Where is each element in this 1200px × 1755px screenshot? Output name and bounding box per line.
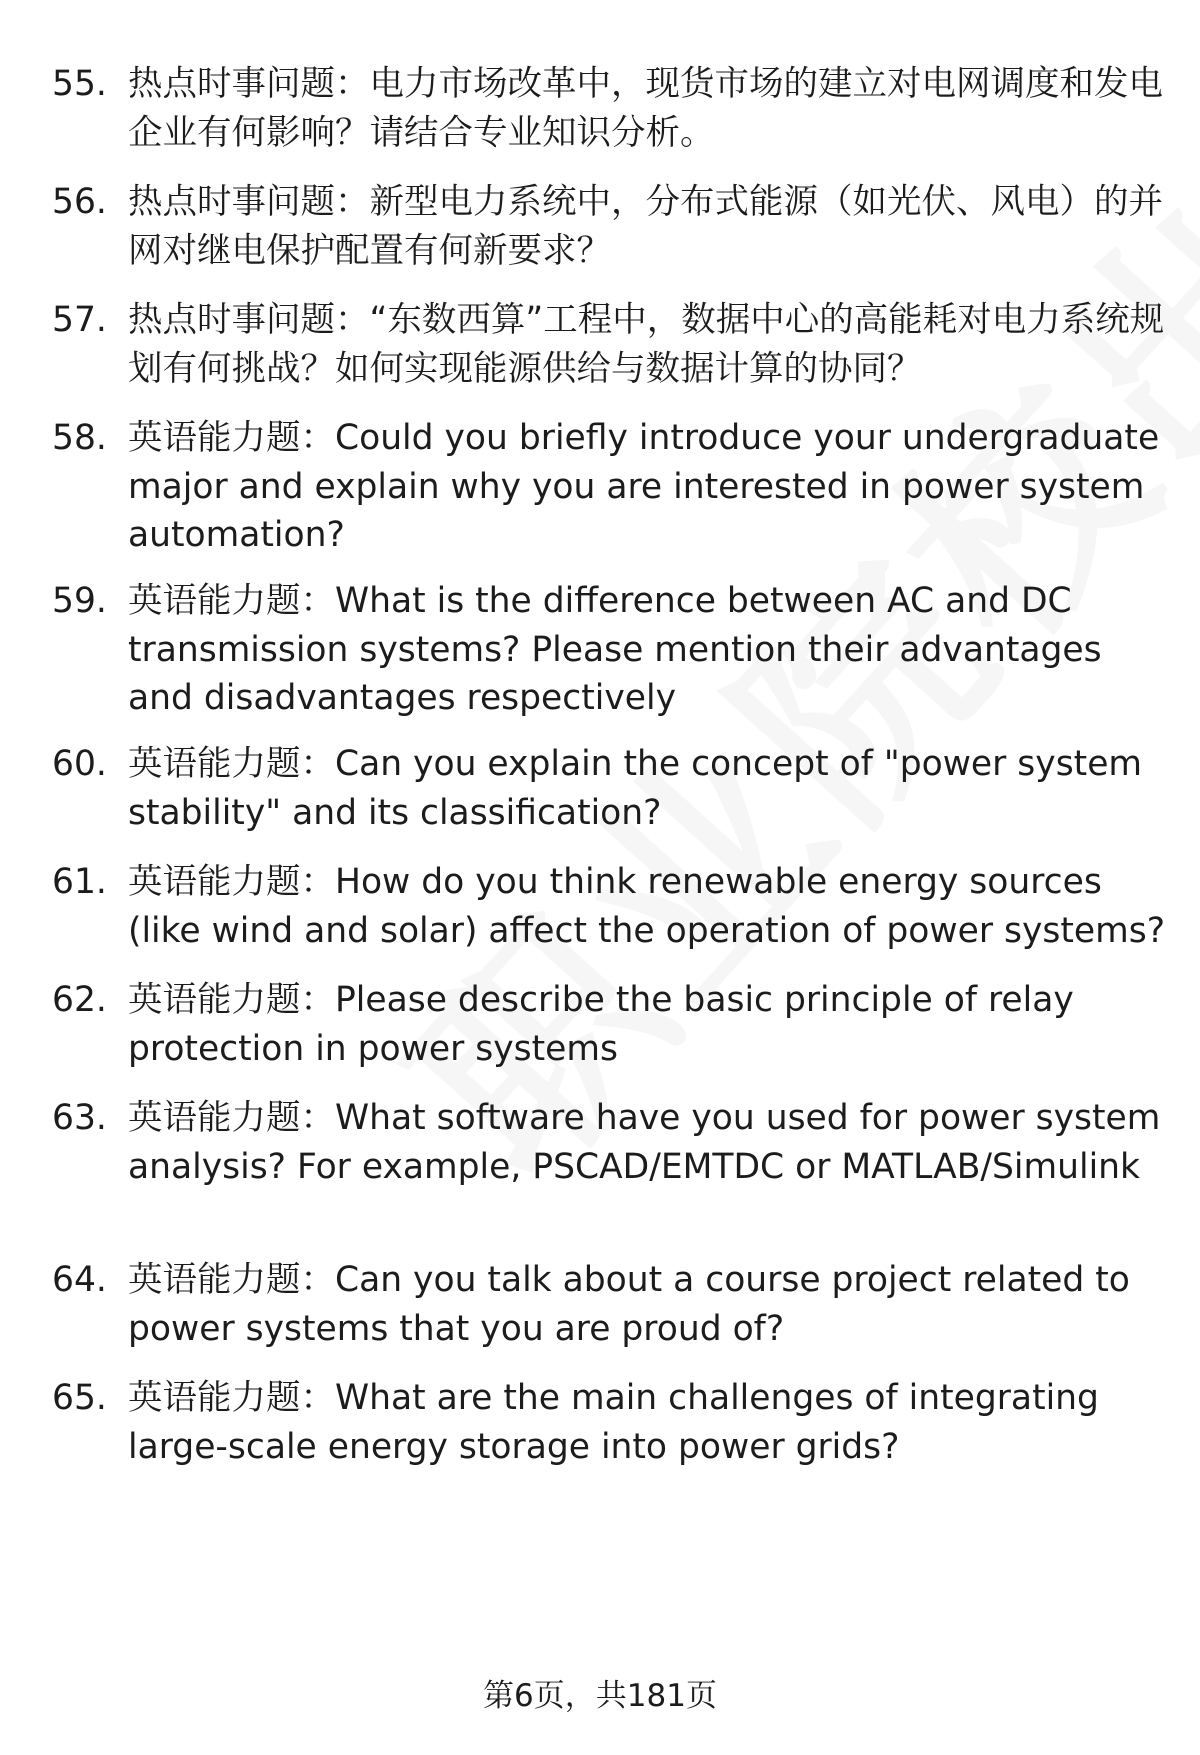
question-number: 63.: [52, 1098, 107, 1138]
question-number: 64.: [52, 1260, 107, 1300]
question-number: 55.: [52, 64, 107, 104]
question-text: 英语能力题：How do you think renewable energy sources (like wind and solar) affect the operation of power systems?: [128, 862, 1166, 951]
question-number: 56.: [52, 182, 107, 222]
question-number: 59.: [52, 581, 107, 621]
question-number: 61.: [52, 862, 107, 902]
question-text: 英语能力题：Please describe the basic principle of relay protection in power systems: [128, 980, 1074, 1069]
page-footer: 第6页，共181页: [483, 1678, 717, 1714]
question-text: 热点时事问题：“东数西算”工程中，数据中心的高能耗对电力系统规划有何挑战？如何实现能源供给与数据计算的协同？: [128, 300, 1165, 389]
question-number: 62.: [52, 980, 107, 1020]
question-text: 英语能力题：What is the difference between AC and DC transmission systems? Please mention their advantages and disadvantages respectively: [128, 581, 1102, 718]
question-text: 英语能力题：What are the main challenges of integrating large-scale energy storage into power grids?: [128, 1378, 1099, 1467]
question-number: 60.: [52, 744, 107, 784]
question-number: 57.: [52, 300, 107, 340]
question-number: 65.: [52, 1378, 107, 1418]
question-text: 英语能力题：Can you talk about a course project related to power systems that you are proud of?: [128, 1260, 1130, 1349]
question-number: 58.: [52, 418, 107, 458]
question-text: 英语能力题：Could you briefly introduce your undergraduate major and explain why you are interested in power system automation?: [128, 418, 1160, 555]
question-text: 热点时事问题：电力市场改革中，现货市场的建立对电网调度和发电企业有何影响？请结合专业知识分析。: [128, 64, 1163, 153]
question-text: 英语能力题：Can you explain the concept of "power system stability" and its classification?: [128, 744, 1143, 833]
question-text: 英语能力题：What software have you used for power system analysis? For example, PSCAD/EMTDC or MATLAB/Simulink: [128, 1098, 1161, 1187]
question-text: 热点时事问题：新型电力系统中，分布式能源（如光伏、风电）的并网对继电保护配置有何新要求？: [128, 182, 1163, 271]
